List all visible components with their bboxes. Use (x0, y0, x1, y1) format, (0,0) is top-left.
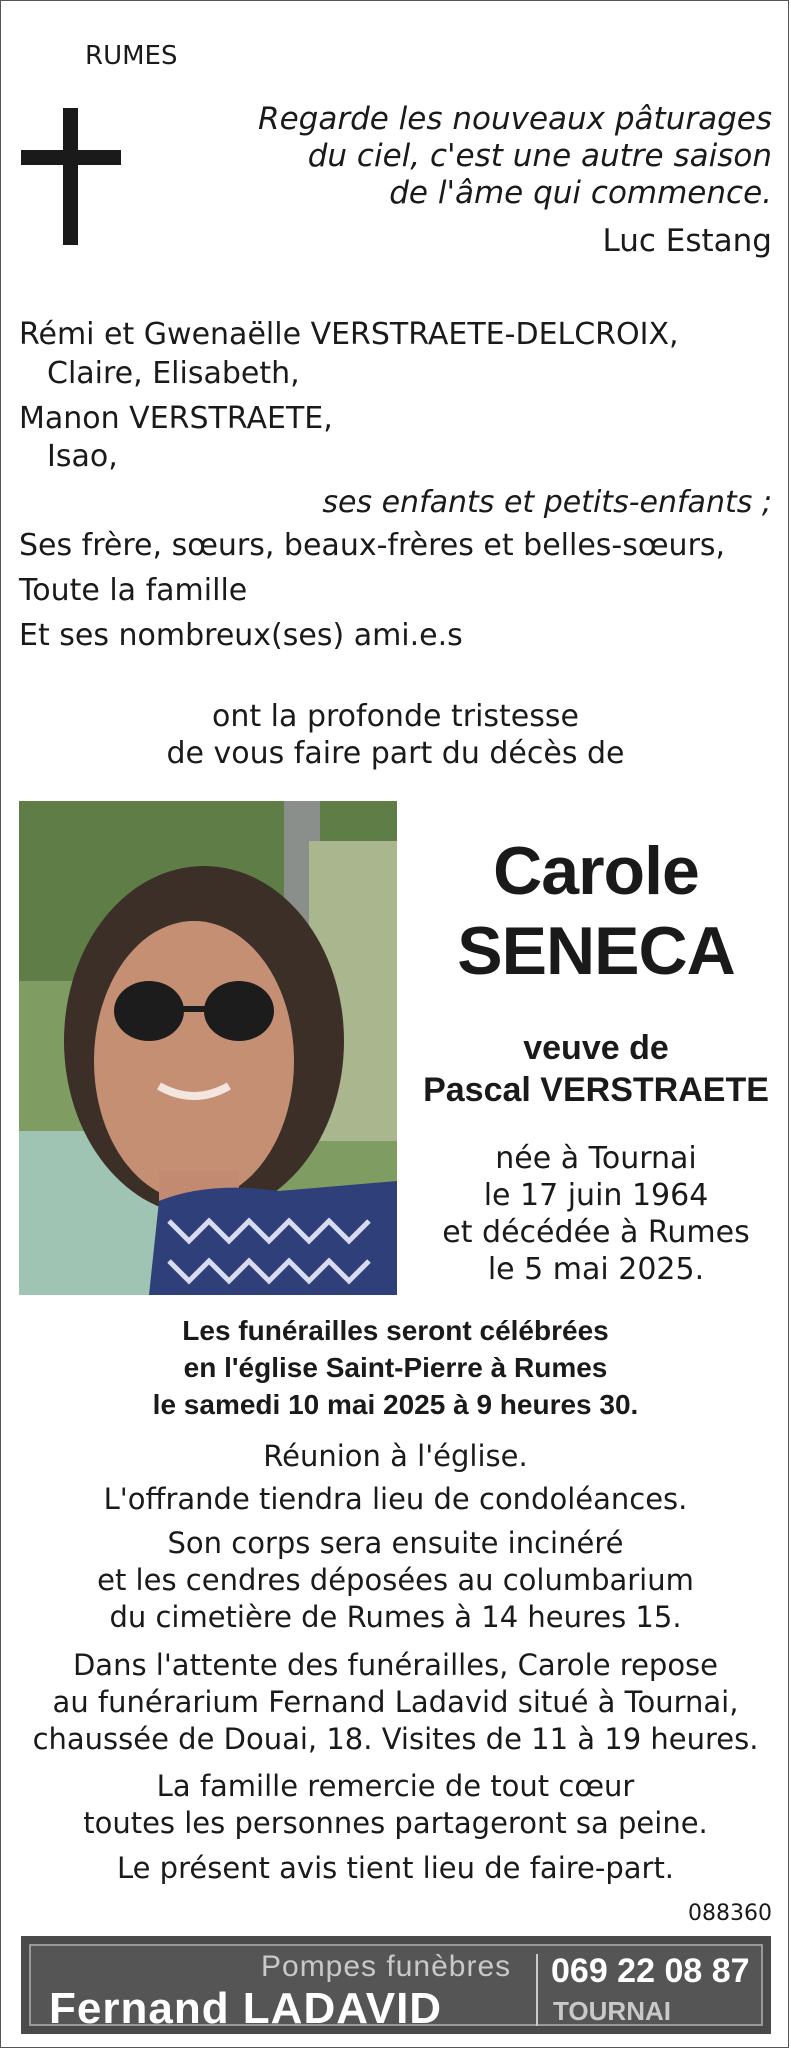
family-line: Ses frère, sœurs, beaux-frères et belles-sœurs, (19, 528, 726, 563)
funeral-line: en l'église Saint-Pierre à Rumes (183, 1352, 608, 1383)
meeting-note: Réunion à l'église. (263, 1439, 528, 1473)
birth-death-info (421, 1140, 771, 1288)
portrait-photo (19, 801, 397, 1295)
banner-divider (536, 1954, 538, 2026)
deceased-name (421, 831, 771, 991)
banner-label: Pompes funèbres (261, 1950, 512, 1983)
rest-line: Dans l'attente des funérailles, Carole repose (72, 1648, 719, 1682)
rest-line: chaussée de Douai, 18. Visites de 11 à 19 heures. (32, 1722, 759, 1756)
banner-phone: 069 22 08 87 (551, 1952, 750, 1990)
funeral-line: Les funérailles seront célébrées (182, 1315, 609, 1346)
intro-line: de vous faire part du décès de (166, 736, 625, 771)
offering-note: L'offrande tiendra lieu de condoléances. (103, 1482, 688, 1516)
announcement-intro (1, 698, 790, 772)
cremation-line: et les cendres déposées au columbarium (97, 1563, 694, 1597)
cremation-line: du cimetière de Rumes à 14 heures 15. (109, 1600, 682, 1634)
quote-line: Regarde les nouveaux pâturages (258, 101, 772, 137)
funeral-line: le samedi 10 mai 2025 à 9 heures 30. (152, 1389, 639, 1420)
thanks-line: toutes les personnes partageront sa peine. (83, 1806, 708, 1840)
birth-line: et décédée à Rumes (442, 1215, 750, 1250)
quote-line: du ciel, c'est une autre saison (307, 138, 772, 174)
cross-icon-bar (21, 150, 121, 165)
widow-of (421, 1027, 771, 1111)
banner-company: Fernand LADAVID (49, 1984, 443, 2033)
family-relation: ses enfants et petits-enfants ; (322, 485, 772, 520)
family-line: Toute la famille (19, 573, 248, 608)
banner-city: TOURNAI (553, 1996, 671, 2026)
family-line: Isao, (47, 439, 118, 474)
reference-number: 088360 (688, 1901, 772, 1926)
cremation-line: Son corps sera ensuite incinéré (167, 1526, 624, 1560)
family-line: Manon VERSTRAETE, (19, 401, 333, 436)
thanks-line: La famille remercie de tout cœur (156, 1769, 635, 1803)
first-name: Carole (493, 833, 699, 909)
quote-author: Luc Estang (602, 223, 772, 259)
family-line: Rémi et Gwenaëlle VERSTRAETE-DELCROIX, (19, 317, 679, 352)
notice-note: Le présent avis tient lieu de faire-part. (116, 1851, 675, 1885)
quote-line: de l'âme qui commence. (389, 175, 772, 211)
widow-label: veuve de (523, 1029, 669, 1067)
birth-line: née à Tournai (495, 1141, 697, 1176)
place-label: RUMES (85, 41, 178, 71)
quote (212, 101, 772, 212)
rest-note (1, 1647, 790, 1758)
cremation-note (1, 1525, 790, 1636)
birth-line: le 17 juin 1964 (483, 1178, 709, 1213)
family-line: Claire, Elisabeth, (47, 356, 300, 391)
cross-icon (63, 108, 78, 245)
funeral-home-banner (21, 1936, 771, 2034)
last-name: SENECA (457, 913, 735, 989)
banner-frame (29, 1944, 763, 2033)
thanks-note (1, 1768, 790, 1842)
birth-line: le 5 mai 2025. (487, 1252, 705, 1287)
intro-line: ont la profonde tristesse (212, 699, 579, 734)
rest-line: au funérarium Fernand Ladavid situé à Tournai, (52, 1685, 739, 1719)
funeral-details (1, 1312, 790, 1423)
family-line: Et ses nombreux(ses) ami.e.s (19, 618, 463, 653)
spouse-name: Pascal VERSTRAETE (423, 1071, 769, 1109)
